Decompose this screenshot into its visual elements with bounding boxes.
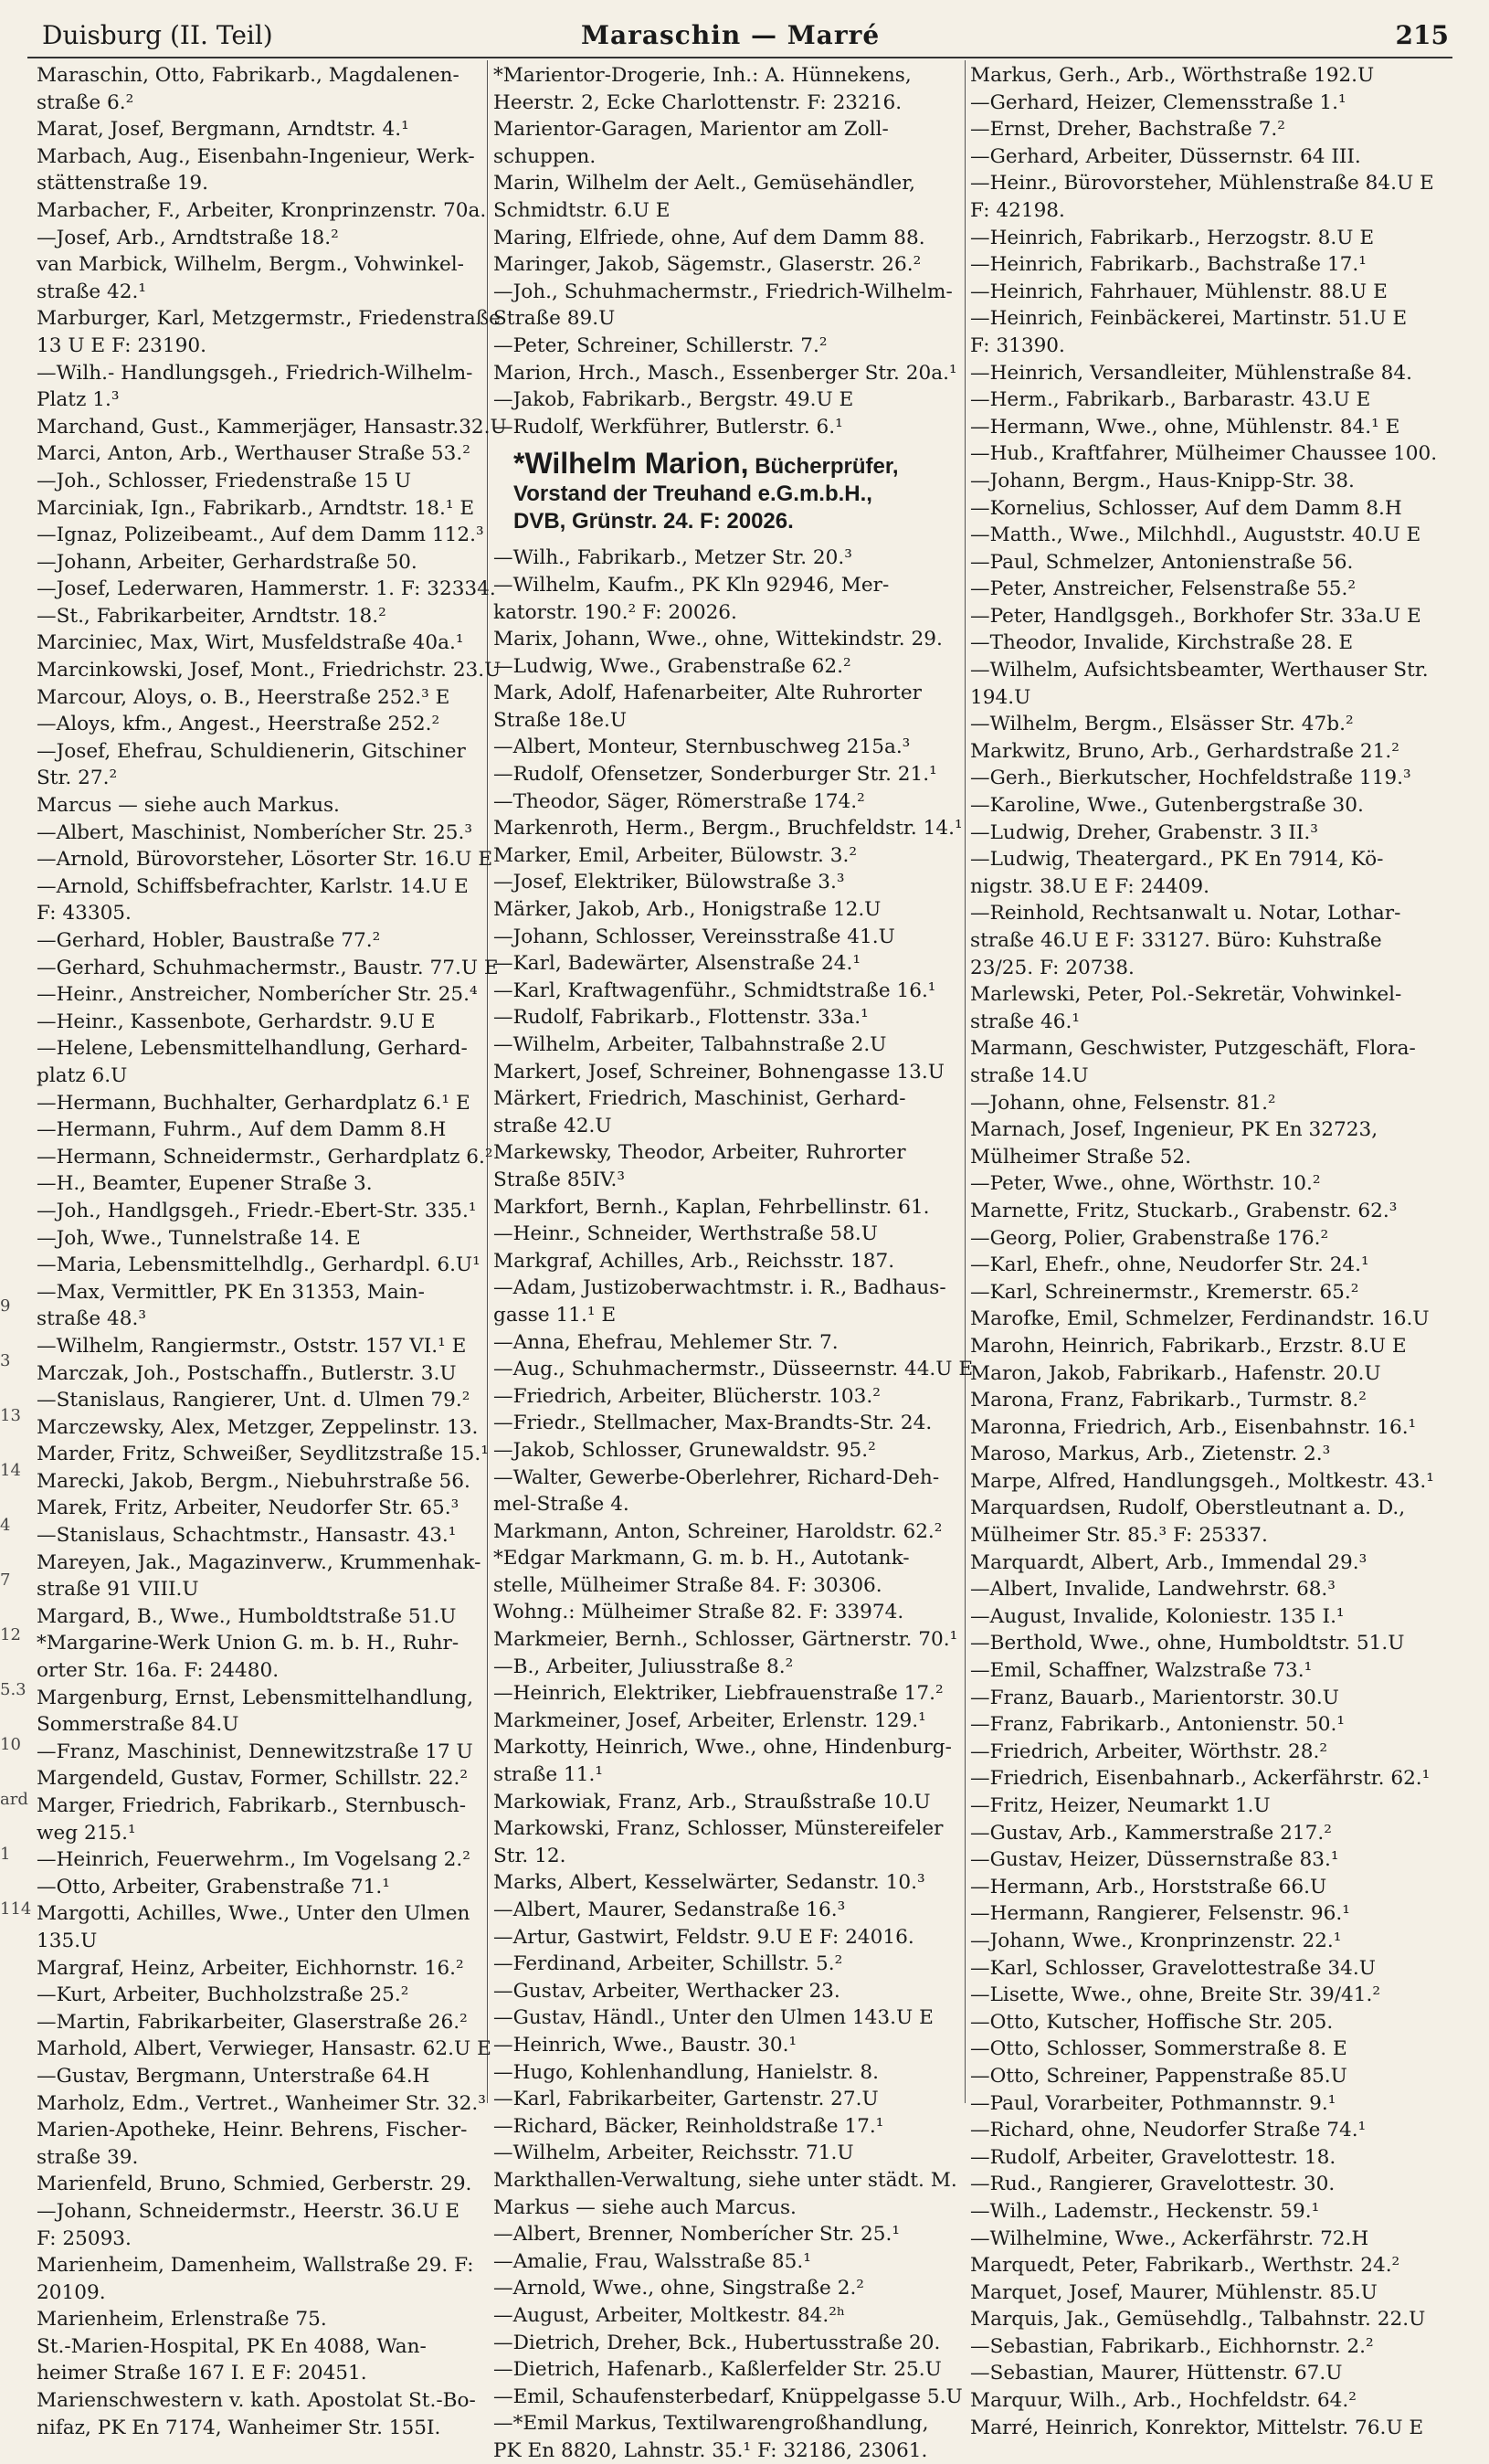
directory-entry: Wohng.: Mülheimer Straße 82. F: 33974. [493, 1601, 904, 1624]
directory-entry: —Arnold, Schiffsbefrachter, Karlstr. 14.U E [37, 874, 469, 898]
directory-entry: —Karoline, Wwe., Gutenbergstraße 30. [970, 794, 1364, 818]
directory-entry: Markwitz, Bruno, Arb., Gerhardstraße 21.² [970, 739, 1399, 763]
directory-entry: —Johann, Schneidermstr., Heerstr. 36.U E [37, 2199, 459, 2223]
directory-entry: Marienfeld, Bruno, Schmied, Gerberstr. 29. [37, 2173, 472, 2196]
margin-fragment: 12 [0, 1625, 21, 1644]
directory-entry: —Otto, Schlosser, Sommerstraße 8. E [970, 2037, 1347, 2061]
margin-fragment: 4 [0, 1516, 11, 1535]
directory-entry: —Peter, Anstreicher, Felsenstraße 55.² [970, 577, 1357, 601]
directory-entry: Marburger, Karl, Metzgermstr., Friedenstraße [37, 307, 501, 331]
directory-entry: Platz 1.³ [37, 388, 120, 412]
directory-entry: —Karl, Ehefr., ohne, Neudorfer Str. 24.¹ [970, 1253, 1369, 1277]
directory-entry: Marat, Josef, Bergmann, Arndtstr. 4.¹ [37, 118, 409, 142]
directory-entry: straße 46.U E F: 33127. Büro: Kuhstraße [970, 929, 1382, 952]
directory-entry: —Albert, Monteur, Sternbuschweg 215a.³ [493, 735, 911, 759]
directory-entry: —Dietrich, Hafenarb., Kaßlerfelder Str. 25.U [493, 2358, 942, 2382]
directory-entry: —Paul, Schmelzer, Antonienstraße 56. [970, 550, 1354, 574]
directory-entry: F: 31390. [970, 333, 1065, 357]
directory-entry: Markewsky, Theodor, Arbeiter, Ruhrorter [493, 1141, 906, 1165]
directory-entry: Markmann, Anton, Schreiner, Haroldstr. 62.² [493, 1519, 943, 1543]
directory-entry: —August, Arbeiter, Moltkestr. 84.²ʰ [493, 2303, 846, 2327]
directory-entry: Marientor-Garagen, Marientor am Zoll- [493, 118, 889, 142]
directory-entry: Marecki, Jakob, Bergm., Niebuhrstraße 56. [37, 1469, 470, 1493]
directory-entry: —Karl, Badewärter, Alsenstraße 24.¹ [493, 952, 861, 976]
directory-entry: —Albert, Maurer, Sedanstraße 16.³ [493, 1898, 846, 1921]
directory-entry: Markmeier, Bernh., Schlosser, Gärtnerstr. 70.¹ [493, 1628, 958, 1652]
directory-entry: —Franz, Bauarb., Marientorstr. 30.U [970, 1686, 1339, 1709]
directory-entry: Marholz, Edm., Vertret., Wanheimer Str. 32.³ [37, 2091, 486, 2115]
directory-entry: Margard, B., Wwe., Humboldtstraße 51.U [37, 1604, 457, 1628]
margin-fragment: 14 [0, 1461, 21, 1480]
directory-entry: —Franz, Fabrikarb., Antonienstr. 50.¹ [970, 1713, 1346, 1737]
directory-entry: —Maria, Lebensmittelhdlg., Gerhardpl. 6.U¹ [37, 1253, 480, 1277]
directory-entry: —Heinrich, Wwe., Baustr. 30.¹ [493, 2033, 797, 2057]
directory-entry: straße 91 VIII.U [37, 1578, 199, 1602]
directory-entry: —Josef, Arb., Arndtstraße 18.² [37, 226, 339, 249]
directory-entry: —Gustav, Arb., Kammerstraße 217.² [970, 1821, 1332, 1845]
directory-entry: Maringer, Jakob, Sägemstr., Glaserstr. 26.² [493, 253, 922, 277]
directory-entry: —*Emil Markus, Textilwarengroßhandlung, [493, 2412, 929, 2436]
directory-entry: —Wilh., Fabrikarb., Metzer Str. 20.³ [493, 546, 852, 570]
directory-entry: —Hermann, Buchhalter, Gerhardplatz 6.¹ E [37, 1091, 470, 1115]
directory-entry: —Adam, Justizoberwachtmstr. i. R., Badhaus- [493, 1276, 946, 1300]
directory-entry: —Gerhard, Hobler, Baustraße 77.² [37, 929, 381, 952]
directory-entry: —Gerhard, Heizer, Clemensstraße 1.¹ [970, 90, 1346, 114]
directory-entry: —Sebastian, Maurer, Hüttenstr. 67.U [970, 2362, 1343, 2385]
directory-entry: Marhold, Albert, Verwieger, Hansastr. 62.U E [37, 2037, 491, 2061]
directory-entry: Marquet, Josef, Maurer, Mühlenstr. 85.U [970, 2280, 1378, 2304]
directory-entry: Marchand, Gust., Kammerjäger, Hansastr.32.U [37, 415, 507, 439]
directory-entry: —Rudolf, Arbeiter, Gravelottestr. 18. [970, 2145, 1336, 2169]
directory-entry: —Gustav, Heizer, Düssernstraße 83.¹ [970, 1848, 1339, 1872]
directory-entry: —Gustav, Bergmann, Unterstraße 64.H [37, 2064, 430, 2088]
directory-entry: —Ernst, Dreher, Bachstraße 7.² [970, 118, 1285, 142]
header-rule [27, 57, 1452, 58]
directory-entry: —Ludwig, Theatergard., PK En 7914, Kö- [970, 848, 1384, 872]
directory-entry: 135.U [37, 1929, 98, 1952]
margin-fragment: 9 [0, 1296, 11, 1316]
directory-entry: Marnach, Josef, Ingenieur, PK En 32723, [970, 1118, 1378, 1142]
directory-entry: F: 25093. [37, 2226, 132, 2250]
directory-entry: —Hermann, Wwe., ohne, Mühlenstr. 84.¹ E [970, 415, 1400, 439]
directory-entry: Marien-Apotheke, Heinr. Behrens, Fischer- [37, 2119, 468, 2142]
directory-entry: Margendeld, Gustav, Former, Schillstr. 22.² [37, 1767, 469, 1791]
directory-entry: —Paul, Vorarbeiter, Pothmannstr. 9.¹ [970, 2091, 1336, 2115]
directory-entry: Marder, Fritz, Schweißer, Seydlitzstraße 15.¹ [37, 1443, 489, 1466]
directory-entry: Maraschin, Otto, Fabrikarb., Magdalenen- [37, 64, 459, 87]
directory-entry: Markowiak, Franz, Arb., Straußstraße 10.U [493, 1790, 931, 1814]
directory-entry: Marlewski, Peter, Pol.-Sekretär, Vohwinkel- [970, 983, 1402, 1007]
directory-entry: —Anna, Ehefrau, Mehlemer Str. 7. [493, 1330, 839, 1354]
directory-entry: Märkert, Friedrich, Maschinist, Gerhard- [493, 1087, 906, 1111]
directory-entry: straße 48.³ [37, 1307, 147, 1331]
directory-entry: Markmeiner, Josef, Arbeiter, Erlenstr. 129.¹ [493, 1708, 926, 1732]
directory-entry: Markus, Gerh., Arb., Wörthstraße 192.U [970, 64, 1375, 87]
directory-entry: Mareyen, Jak., Magazinverw., Krummenhak- [37, 1550, 481, 1574]
directory-entry: —Heinrich, Feuerwehrm., Im Vogelsang 2.² [37, 1848, 470, 1872]
margin-fragment: 7 [0, 1570, 11, 1590]
directory-entry: straße 6.² [37, 90, 134, 114]
directory-entry: Margotti, Achilles, Wwe., Unter den Ulmen [37, 1902, 470, 1926]
directory-entry: —Gustav, Händl., Unter den Ulmen 143.U E [493, 2006, 934, 2030]
directory-entry: Marion, Hrch., Masch., Essenberger Str. 20a.¹ [493, 361, 957, 385]
directory-entry: —Fritz, Heizer, Neumarkt 1.U [970, 1794, 1271, 1817]
page-number: 215 [1395, 20, 1449, 50]
directory-entry: —Ignaz, Polizeibeamt., Auf dem Damm 112.³ [37, 523, 484, 547]
directory-entry: Markotty, Heinrich, Wwe., ohne, Hindenburg- [493, 1736, 952, 1760]
directory-entry: Marquur, Wilh., Arb., Hochfeldstr. 64.² [970, 2389, 1357, 2413]
directory-entry: katorstr. 190.² F: 20026. [493, 600, 737, 624]
directory-entry: —Gerhard, Arbeiter, Düssernstr. 64 III. [970, 144, 1361, 168]
margin-fragment: 10 [0, 1735, 21, 1754]
directory-entry: platz 6.U [37, 1063, 128, 1087]
directory-entry: Marnette, Fritz, Stuckarb., Grabenstr. 62.³ [970, 1199, 1398, 1222]
directory-entry: Str. 12. [493, 1844, 566, 1867]
directory-entry: Str. 27.² [37, 767, 118, 790]
directory-entry: —Theodor, Säger, Römerstraße 174.² [493, 789, 865, 813]
directory-entry: Mülheimer Straße 52. [970, 1145, 1192, 1169]
directory-entry: straße 11.¹ [493, 1763, 604, 1787]
directory-entry: —Aug., Schuhmachermstr., Düsseernstr. 44.U E [493, 1358, 974, 1381]
column-3 [970, 62, 1445, 2439]
directory-entry: —Max, Vermittler, PK En 31353, Main- [37, 1280, 425, 1304]
directory-entry: gasse 11.¹ E [493, 1303, 617, 1327]
directory-entry: —Helene, Lebensmittelhandlung, Gerhard- [37, 1037, 468, 1061]
directory-entry: Schmidtstr. 6.U E [493, 198, 671, 222]
margin-fragment: 1 [0, 1845, 11, 1864]
directory-entry: Marcour, Aloys, o. B., Heerstraße 252.³ E [37, 685, 450, 709]
directory-entry: —Sebastian, Fabrikarb., Eichhornstr. 2.² [970, 2334, 1374, 2358]
directory-entry: Sommerstraße 84.U [37, 1713, 239, 1737]
directory-entry: *Margarine-Werk Union G. m. b. H., Ruhr- [37, 1632, 459, 1655]
margin-fragment: 5.3 [0, 1680, 26, 1699]
directory-entry: —Wilh.- Handlungsgeh., Friedrich-Wilhelm- [37, 361, 473, 385]
directory-entry: —Jakob, Schlosser, Grunewaldstr. 95.² [493, 1438, 876, 1462]
margin-fragment: ard [0, 1790, 28, 1809]
directory-entry: Marin, Wilhelm der Aelt., Gemüsehändler, [493, 172, 916, 196]
directory-entry: —Joh., Handlgsgeh., Friedr.-Ebert-Str. 335.¹ [37, 1199, 477, 1222]
directory-entry: Straße 18e.U [493, 708, 628, 732]
directory-entry: —Karl, Schreinermstr., Kremerstr. 65.² [970, 1280, 1359, 1304]
margin-fragment: 13 [0, 1406, 21, 1425]
directory-entry: —Josef, Lederwaren, Hammerstr. 1. F: 32334. [37, 577, 496, 601]
directory-entry: straße 46.¹ [970, 1010, 1081, 1033]
directory-entry: —Heinrich, Feinbäckerei, Martinstr. 51.U E [970, 307, 1408, 331]
directory-entry: —Ferdinand, Arbeiter, Schillstr. 5.² [493, 1952, 843, 1976]
directory-entry: —Emil, Schaufensterbedarf, Knüppelgasse 5.U [493, 2385, 963, 2408]
directory-entry: heimer Straße 167 I. E F: 20451. [37, 2362, 367, 2385]
directory-entry: —Heinrich, Versandleiter, Mühlenstraße 84. [970, 361, 1412, 385]
directory-entry: —Johann, Schlosser, Vereinsstraße 41.U [493, 925, 895, 948]
directory-entry: —Johann, Arbeiter, Gerhardstraße 50. [37, 550, 417, 574]
directory-entry: Marczak, Joh., Postschaffn., Butlerstr. 3.U [37, 1361, 457, 1385]
directory-entry: Margenburg, Ernst, Lebensmittelhandlung, [37, 1686, 473, 1709]
directory-entry: Marohn, Heinrich, Fabrikarb., Erzstr. 8.U E [970, 1334, 1407, 1358]
directory-entry: —Ludwig, Dreher, Grabenstr. 3 II.³ [970, 820, 1318, 844]
directory-entry: —Berthold, Wwe., ohne, Humboldtstr. 51.U [970, 1632, 1405, 1655]
directory-entry: Mülheimer Str. 85.³ F: 25337. [970, 1524, 1268, 1548]
directory-entry: —Joh., Schlosser, Friedenstraße 15 U [37, 469, 412, 492]
directory-entry: —Amalie, Frau, Walsstraße 85.¹ [493, 2249, 811, 2273]
directory-entry: —Hermann, Fuhrm., Auf dem Damm 8.H [37, 1118, 447, 1142]
directory-entry: Maronna, Friedrich, Arb., Eisenbahnstr. 16.¹ [970, 1415, 1417, 1439]
directory-entry: Marciniec, Max, Wirt, Musfeldstraße 40a.¹ [37, 631, 464, 655]
directory-entry: Marquis, Jak., Gemüsehdlg., Talbahnstr. 22.U [970, 2308, 1426, 2332]
directory-entry: —Arnold, Wwe., ohne, Singstraße 2.² [493, 2277, 864, 2300]
directory-entry: straße 39. [37, 2145, 139, 2169]
directory-entry: van Marbick, Wilhelm, Bergm., Vohwinkel- [37, 253, 464, 277]
directory-entry: Maron, Jakob, Fabrikarb., Hafenstr. 20.U [970, 1361, 1381, 1385]
directory-entry: Marofke, Emil, Schmelzer, Ferdinandstr. 16.U [970, 1307, 1430, 1331]
directory-entry: —Walter, Gewerbe-Oberlehrer, Richard-Deh- [493, 1465, 940, 1489]
directory-entry: —Johann, Bergm., Haus-Knipp-Str. 38. [970, 469, 1355, 492]
directory-entry: Marré, Heinrich, Konrektor, Mittelstr. 76.U E [970, 2416, 1424, 2439]
directory-entry: straße 42.U [493, 1114, 612, 1137]
directory-entry: —Johann, ohne, Felsenstr. 81.² [970, 1091, 1276, 1115]
directory-entry: —Artur, Gastwirt, Feldstr. 9.U E F: 24016. [493, 1925, 914, 1949]
directory-entry: —Josef, Elektriker, Bülowstraße 3.³ [493, 871, 845, 894]
directory-entry: 20109. [37, 2280, 106, 2304]
directory-entry: —Gustav, Arbeiter, Werthacker 23. [493, 1979, 840, 2003]
directory-entry: Heerstr. 2, Ecke Charlottenstr. F: 23216. [493, 90, 903, 114]
header-range: Maraschin — Marré [581, 20, 881, 50]
directory-entry: —Friedrich, Arbeiter, Blücherstr. 103.² [493, 1384, 881, 1408]
directory-entry: Straße 89.U [493, 307, 616, 331]
directory-entry: nigstr. 38.U E F: 24409. [970, 874, 1210, 898]
directory-entry: Marquardt, Albert, Arb., Immendal 29.³ [970, 1550, 1368, 1574]
directory-entry: —Emil, Schaffner, Walzstraße 73.¹ [970, 1659, 1313, 1683]
directory-entry: —Matth., Wwe., Milchhdl., Auguststr. 40.U E [970, 523, 1421, 547]
directory-entry: St.-Marien-Hospital, PK En 4088, Wan- [37, 2334, 427, 2358]
directory-entry: —Rudolf, Fabrikarb., Flottenstr. 33a.¹ [493, 1006, 869, 1030]
directory-entry: Marpe, Alfred, Handlungsgeh., Moltkestr. 43.¹ [970, 1469, 1434, 1493]
directory-entry: —Richard, Bäcker, Reinholdstraße 17.¹ [493, 2114, 884, 2138]
directory-entry: 13 U E F: 23190. [37, 333, 206, 357]
directory-entry: Marciniak, Ign., Fabrikarb., Arndtstr. 18.¹ E [37, 496, 475, 520]
directory-entry: Markgraf, Achilles, Arb., Reichsstr. 187. [493, 1249, 895, 1273]
directory-entry: Marcus — siehe auch Markus. [37, 794, 340, 818]
directory-entry: *Marientor-Drogerie, Inh.: A. Hünnekens, [493, 64, 912, 87]
directory-entry: —Franz, Maschinist, Dennewitzstraße 17 U [37, 1740, 473, 1763]
directory-entry: —Heinrich, Elektriker, Liebfrauenstraße 17.² [493, 1682, 944, 1706]
directory-entry: —Otto, Schreiner, Pappenstraße 85.U [970, 2064, 1347, 2088]
margin-fragment: 3 [0, 1351, 11, 1370]
directory-entry: Maring, Elfriede, ohne, Auf dem Damm 88. [493, 226, 925, 249]
directory-entry: —Gerh., Bierkutscher, Hochfeldstraße 119.³ [970, 767, 1411, 790]
directory-entry: Marmann, Geschwister, Putzgeschäft, Flora- [970, 1037, 1416, 1061]
directory-entry: Mark, Adolf, Hafenarbeiter, Alte Ruhrorter [493, 682, 922, 705]
directory-entry: —Friedr., Stellmacher, Max-Brandts-Str. 24. [493, 1412, 933, 1435]
directory-entry: —Albert, Invalide, Landwehrstr. 68.³ [970, 1578, 1336, 1602]
directory-entry: —Heinrich, Fahrhauer, Mühlenstr. 88.U E [970, 280, 1388, 303]
directory-entry: —Karl, Fabrikarbeiter, Gartenstr. 27.U [493, 2088, 879, 2111]
column-1 [37, 62, 507, 2439]
ad-title: Bücherprüfer, [755, 454, 899, 480]
directory-entry: *Edgar Markmann, G. m. b. H., Autotank- [493, 1547, 910, 1570]
margin-fragment: 114 [0, 1899, 32, 1919]
directory-entry: Marbacher, F., Arbeiter, Kronprinzenstr. 70a. [37, 198, 487, 222]
ad-line-2: Vorstand der Treuhand e.G.m.b.H., [513, 481, 872, 507]
directory-entry: —Heinrich, Fabrikarb., Herzogstr. 8.U E [970, 226, 1375, 249]
directory-entry: —Wilh., Lademstr., Heckenstr. 59.¹ [970, 2199, 1320, 2223]
directory-entry: straße 42.¹ [37, 280, 147, 303]
directory-entry: straße 14.U [970, 1063, 1089, 1087]
directory-entry: Marquardsen, Rudolf, Oberstleutnant a. D., [970, 1496, 1406, 1520]
directory-entry: —Joh, Wwe., Tunnelstraße 14. E [37, 1226, 361, 1250]
directory-entry: —Wilhelm, Arbeiter, Talbahnstraße 2.U [493, 1033, 887, 1056]
directory-entry: Marix, Johann, Wwe., ohne, Wittekindstr. 29. [493, 628, 943, 651]
directory-entry: mel-Straße 4. [493, 1493, 629, 1517]
directory-entry: Marquedt, Peter, Fabrikarb., Werthstr. 24.² [970, 2254, 1400, 2278]
directory-entry: Märker, Jakob, Arb., Honigstraße 12.U [493, 898, 882, 922]
directory-entry: —Rudolf, Ofensetzer, Sonderburger Str. 21.¹ [493, 763, 937, 787]
directory-entry: 194.U [970, 685, 1031, 709]
page-header [42, 20, 1449, 60]
directory-entry: —Wilhelm, Kaufm., PK Kln 92946, Mer- [493, 573, 890, 597]
directory-entry: —Herm., Fabrikarb., Barbarastr. 43.U E [970, 388, 1371, 412]
directory-entry: Markert, Josef, Schreiner, Bohnengasse 13.U [493, 1060, 945, 1084]
directory-entry: Marek, Fritz, Arbeiter, Neudorfer Str. 65.³ [37, 1496, 459, 1520]
directory-entry: —Otto, Kutscher, Hoffische Str. 205. [970, 2010, 1334, 2034]
directory-entry: —B., Arbeiter, Juliusstraße 8.² [493, 1655, 794, 1678]
directory-entry: —Jakob, Fabrikarb., Bergstr. 49.U E [493, 388, 854, 412]
directory-entry: —Otto, Arbeiter, Grabenstraße 71.¹ [37, 1875, 390, 1898]
directory-entry: —Karl, Schlosser, Gravelottestraße 34.U [970, 1956, 1376, 1980]
directory-entry: —Heinr., Schneider, Werthstraße 58.U [493, 1222, 878, 1246]
directory-entry: —Friedrich, Arbeiter, Wörthstr. 28.² [970, 1740, 1327, 1763]
directory-entry: F: 42198. [970, 198, 1065, 222]
directory-entry: —Josef, Ehefrau, Schuldienerin, Gitschiner [37, 739, 466, 763]
directory-entry: Straße 85IV.³ [493, 1168, 626, 1191]
directory-entry: —Hermann, Rangierer, Felsenstr. 96.¹ [970, 1902, 1350, 1926]
directory-entry: —Heinr., Anstreicher, Nomberícher Str. 25.⁴ [37, 983, 478, 1007]
directory-entry: —Heinr., Bürovorsteher, Mühlenstraße 84.U E [970, 172, 1434, 196]
directory-entry: Marker, Emil, Arbeiter, Bülowstr. 3.² [493, 843, 858, 867]
directory-entry: —Dietrich, Dreher, Bck., Hubertusstraße 20. [493, 2331, 941, 2354]
directory-entry: —Stanislaus, Rangierer, Unt. d. Ulmen 79.² [37, 1389, 470, 1412]
directory-entry: —Ludwig, Wwe., Grabenstraße 62.² [493, 654, 851, 678]
directory-entry: Marienheim, Erlenstraße 75. [37, 2308, 327, 2332]
column-2 [493, 62, 974, 2462]
directory-entry: —August, Invalide, Koloniestr. 135 I.¹ [970, 1604, 1345, 1628]
directory-entry: schuppen. [493, 144, 597, 168]
directory-entry: Margraf, Heinz, Arbeiter, Eichhornstr. 16.² [37, 1956, 464, 1980]
directory-entry: Marci, Anton, Arb., Werthauser Straße 53.² [37, 442, 470, 466]
advertisement-wilhelm-marion [513, 449, 968, 535]
directory-entry: —Friedrich, Eisenbahnarb., Ackerfährstr. 62.¹ [970, 1767, 1431, 1791]
directory-entry: 23/25. F: 20738. [970, 956, 1135, 979]
directory-entry: —Richard, ohne, Neudorfer Straße 74.¹ [970, 2119, 1367, 2142]
header-city: Duisburg (II. Teil) [42, 20, 273, 50]
directory-entry: —Wilhelmine, Wwe., Ackerfährstr. 72.H [970, 2226, 1369, 2250]
directory-entry: stättenstraße 19. [37, 172, 209, 196]
directory-entry: —Albert, Brenner, Nomberícher Str. 25.¹ [493, 2223, 900, 2247]
directory-entry: weg 215.¹ [37, 1821, 136, 1845]
directory-entry: —Rudolf, Werkführer, Butlerstr. 6.¹ [493, 415, 843, 439]
directory-entry: —Karl, Kraftwagenführ., Schmidtstraße 16.¹ [493, 978, 936, 1002]
directory-entry: —Hermann, Arb., Horststraße 66.U [970, 1875, 1327, 1898]
directory-entry: stelle, Mülheimer Straße 84. F: 30306. [493, 1573, 882, 1597]
directory-entry: —St., Fabrikarbeiter, Arndtstr. 18.² [37, 604, 386, 628]
directory-entry: —Peter, Handlgsgeh., Borkhofer Str. 33a.U E [970, 604, 1421, 628]
directory-entry: Maroso, Markus, Arb., Zietenstr. 2.³ [970, 1443, 1331, 1466]
directory-entry: Markthallen-Verwaltung, siehe unter städt. M. [493, 2168, 957, 2192]
directory-entry: —Peter, Schreiner, Schillerstr. 7.² [493, 333, 828, 357]
directory-entry: —Kornelius, Schlosser, Auf dem Damm 8.H [970, 496, 1402, 520]
ad-name: *Wilhelm Marion, [513, 447, 749, 481]
directory-entry: —Wilhelm, Rangiermstr., Oststr. 157 VI.¹ E [37, 1334, 467, 1358]
directory-entry: —Johann, Wwe., Kronprinzenstr. 22.¹ [970, 1929, 1342, 1952]
directory-entry: —Heinr., Kassenbote, Gerhardstr. 9.U E [37, 1010, 436, 1033]
directory-entry: —Hub., Kraftfahrer, Mülheimer Chaussee 100. [970, 442, 1438, 466]
directory-entry: nifaz, PK En 7174, Wanheimer Str. 155I. [37, 2416, 441, 2439]
directory-entry: PK En 8820, Lahnstr. 35.¹ F: 32186, 23061. [493, 2438, 928, 2462]
directory-entry: —Lisette, Wwe., ohne, Breite Str. 39/41.² [970, 1983, 1381, 2007]
directory-entry: —Aloys, kfm., Angest., Heerstraße 252.² [37, 713, 440, 736]
directory-entry: Markowski, Franz, Schlosser, Münstereifeler [493, 1817, 944, 1841]
directory-entry: Markus — siehe auch Marcus. [493, 2195, 797, 2219]
directory-entry: —Stanislaus, Schachtmstr., Hansastr. 43.¹ [37, 1524, 457, 1548]
directory-entry: —Arnold, Bürovorsteher, Lösorter Str. 16.U E [37, 848, 493, 872]
directory-entry: —Hugo, Kohlenhandlung, Hanielstr. 8. [493, 2060, 879, 2084]
directory-entry: —Wilhelm, Arbeiter, Reichsstr. 71.U [493, 2141, 854, 2165]
directory-entry: —Martin, Fabrikarbeiter, Glaserstraße 26.² [37, 2010, 468, 2034]
directory-entry: Markfort, Bernh., Kaplan, Fehrbellinstr. 61. [493, 1195, 930, 1219]
directory-entry: —Theodor, Invalide, Kirchstraße 28. E [970, 631, 1354, 655]
directory-entry: —Hermann, Schneidermstr., Gerhardplatz 6.² [37, 1145, 493, 1169]
directory-entry: Marks, Albert, Kesselwärter, Sedanstr. 10.³ [493, 1871, 925, 1895]
ad-line-3: DVB, Grünstr. 24. F: 20026. [513, 509, 794, 534]
directory-entry: Marczewsky, Alex, Metzger, Zeppelinstr. 13. [37, 1415, 479, 1439]
directory-entry: —Gerhard, Schuhmachermstr., Baustr. 77.U E [37, 956, 499, 979]
directory-entry: —Rud., Rangierer, Gravelottestr. 30. [970, 2173, 1336, 2196]
directory-entry: —Georg, Polier, Grabenstraße 176.² [970, 1226, 1329, 1250]
directory-entry: —Peter, Wwe., ohne, Wörthstr. 10.² [970, 1172, 1321, 1196]
directory-entry: orter Str. 16a. F: 24480. [37, 1659, 280, 1683]
directory-entry: Marger, Friedrich, Fabrikarb., Sternbusch- [37, 1794, 467, 1817]
directory-entry: Marona, Franz, Fabrikarb., Turmstr. 8.² [970, 1389, 1367, 1412]
directory-entry: F: 43305. [37, 902, 132, 925]
directory-entry: —H., Beamter, Eupener Straße 3. [37, 1172, 373, 1196]
directory-entry: Marienschwestern v. kath. Apostolat St.-Bo- [37, 2389, 476, 2413]
directory-entry: —Wilhelm, Aufsichtsbeamter, Werthauser Str. [970, 659, 1429, 682]
directory-entry: Marienheim, Damenheim, Wallstraße 29. F: [37, 2254, 474, 2278]
directory-entry: —Reinhold, Rechtsanwalt u. Notar, Lothar- [970, 902, 1401, 925]
directory-entry: —Heinrich, Fabrikarb., Bachstraße 17.¹ [970, 253, 1367, 277]
directory-entry: —Wilhelm, Bergm., Elsässer Str. 47b.² [970, 713, 1354, 736]
directory-entry: Markenroth, Herm., Bergm., Bruchfeldstr. 14.¹ [493, 817, 963, 841]
binding-margin-fragments [0, 1279, 33, 1937]
directory-entry: Marcinkowski, Josef, Mont., Friedrichstr. 23.U [37, 659, 502, 682]
directory-entry: —Joh., Schuhmachermstr., Friedrich-Wilhelm- [493, 280, 953, 303]
directory-entry: —Albert, Maschinist, Nomberícher Str. 25.³ [37, 820, 473, 844]
directory-entry: —Kurt, Arbeiter, Buchholzstraße 25.² [37, 1983, 409, 2007]
directory-entry: Marbach, Aug., Eisenbahn-Ingenieur, Werk- [37, 144, 475, 168]
